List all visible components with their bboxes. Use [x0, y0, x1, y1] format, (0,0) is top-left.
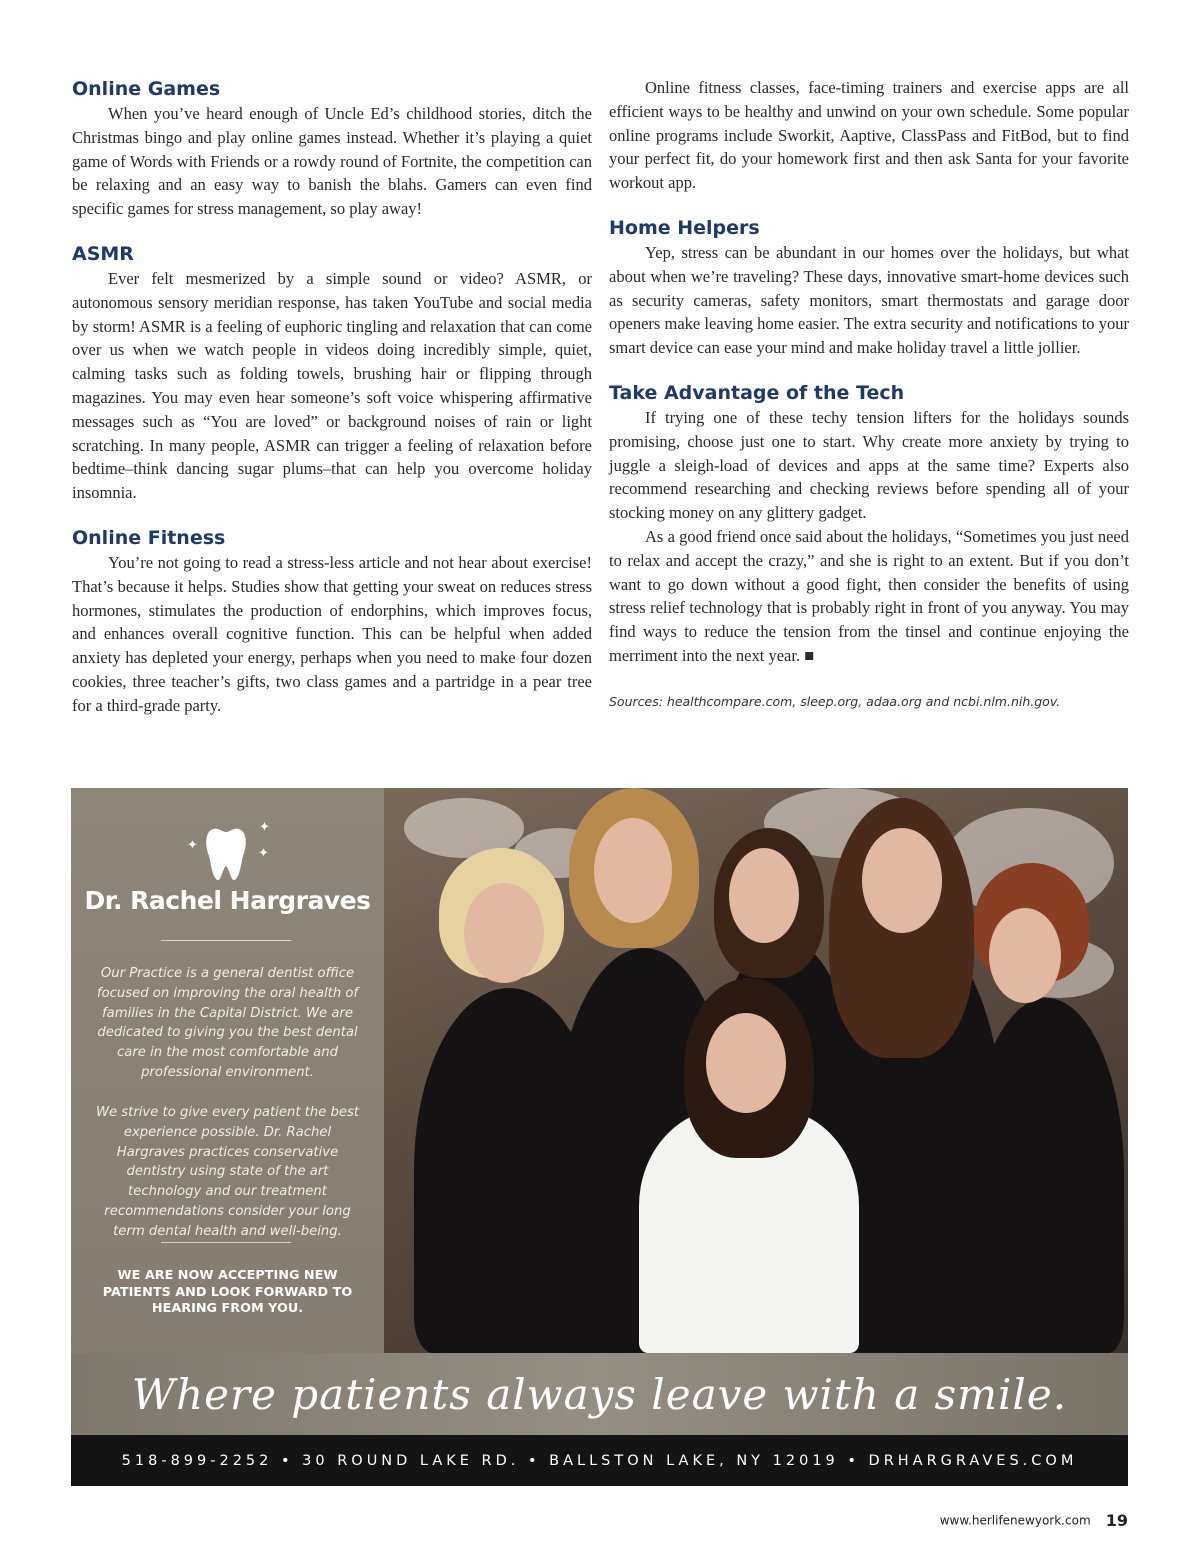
tagline-text: Where patients always leave with a smile.: [131, 1369, 1068, 1419]
contact-info: 518-899-2252 • 30 ROUND LAKE RD. • BALLSTON LAKE, NY 12019 • DRHARGRAVES.COM: [121, 1452, 1078, 1469]
divider: [161, 940, 291, 941]
body-paragraph: When you’ve heard enough of Uncle Ed’s childhood stories, ditch the Christmas bingo and play online games instead. Whether it’s playing a quiet game of Words with Friends or a rowdy round of Fortnite, the competition can be relaxing and an easy way to banish the blahs. Gamers can even find specific games for stress management, so play away!: [72, 104, 592, 219]
section-asmr: [72, 241, 592, 505]
section-home-helpers: [609, 215, 1129, 360]
website-url[interactable]: www.herlifenewyork.com: [939, 1513, 1091, 1528]
section-heading: Online Games: [72, 78, 221, 100]
ad-tagline-banner: [71, 1353, 1128, 1435]
section-online-fitness: [72, 525, 592, 718]
page-number: 19: [1105, 1511, 1128, 1530]
body-paragraph: If trying one of these techy tension lifters for the holidays sounds promising, choose just one to start. Why create more anxiety by trying to juggle a sleigh-load of devices and apps at the same time? Experts also recommend researching and checking reviews before spending all of your stocking money on any glittery gadget.: [609, 407, 1129, 523]
body-paragraph: As a good friend once said about the holidays, “Sometimes you just need to relax and accept the crazy,” and she is right to an extent. But if you don’t want to go down without a good fight, then consider the benefits of using stress relief technology that is probably right in front of you anyway. You may find ways to reduce the tension from the tinsel and continue enjoying the merriment into the next year. ■: [609, 526, 1129, 665]
section-heading: Take Advantage of the Tech: [609, 381, 905, 404]
left-column: [72, 76, 592, 738]
ad-info-panel: [71, 788, 384, 1353]
section-heading: Home Helpers: [609, 216, 760, 239]
dentist-name: Dr. Rachel Hargraves: [84, 886, 371, 915]
section-online-games: [72, 76, 592, 221]
section-heading: Online Fitness: [72, 526, 226, 549]
ad-contact-bar: [71, 1435, 1128, 1486]
body-paragraph: Ever felt mesmerized by a simple sound or video? ASMR, or autonomous sensory meridian response, has taken YouTube and social media by storm! ASMR is a feeling of euphoric tingling and relaxation that can come over us when we watch people in videos doing incredibly simple, quiet, calming tasks such as folding towels, brushing hair or flipping through magazines. You may even hear someone’s soft voice whispering affirmative messages such as “You are loved” or background noises of rain or light scratching. In many people, ASMR can trigger a feeling of relaxation before bedtime–think dancing sugar plums–that can help you overcome holiday insomnia.: [72, 268, 592, 503]
practice-description: Our Practice is a general dentist office focused on improving the oral health of families in the Capital District. We are dedicated to giving you the best dental care in the most comfortable and professional environment.: [96, 966, 359, 1080]
section-heading: ASMR: [72, 242, 134, 265]
sources-note: Sources: healthcompare.com, sleep.org, adaa.org and ncbi.nlm.nih.gov.: [609, 693, 1061, 709]
sparkle-icon: ✦: [187, 838, 198, 853]
practice-commitment: We strive to give every patient the best experience possible. Dr. Rachel Hargraves practices conservative dentistry using state of the art technology and our treatment recommendations consider your long term dental health and well-being.: [95, 1105, 360, 1239]
body-paragraph: You’re not going to read a stress-less article and not hear about exercise! That’s because it helps. Studies show that getting your sweat on reduces stress hormones, stimulates the production of endorphins, which improves focus, and enhances overall cognitive function. This can be helpful when added anxiety has depleted your energy, perhaps when you need to make four dozen cookies, three teacher’s gifts, two class games and a partridge in a pear tree for a third-grade party.: [72, 552, 592, 715]
section-intro: [609, 76, 1129, 195]
tooth-icon: [203, 826, 249, 882]
sparkle-icon: ✦: [259, 820, 270, 835]
right-column: [609, 76, 1129, 734]
sparkle-icon: ✦: [258, 846, 269, 861]
divider: [161, 1242, 291, 1243]
team-photo: [384, 788, 1128, 1353]
body-paragraph: Online fitness classes, face-timing trainers and exercise apps are all efficient ways to be healthy and unwind on your own schedule. Some popular online programs include Sworkit, Aaptive, ClassPass and FitBod, but to find your perfect fit, do your homework first and then ask Santa for your favorite workout app.: [609, 78, 1129, 193]
dentist-advertisement: [71, 788, 1128, 1486]
body-paragraph: Yep, stress can be abundant in our homes over the holidays, but what about when we’re traveling? These days, innovative smart-home devices such as security cameras, safety monitors, smart thermostats and garage door openers make leaving home easier. The extra security and notifications to your smart device can ease your mind and make holiday travel a little jollier.: [609, 242, 1129, 358]
section-take-advantage: [609, 380, 1129, 714]
new-patients-cta: WE ARE NOW ACCEPTING NEW PATIENTS AND LOOK FORWARD TO HEARING FROM YOU.: [102, 1268, 353, 1316]
page-footer: [940, 1510, 1128, 1530]
